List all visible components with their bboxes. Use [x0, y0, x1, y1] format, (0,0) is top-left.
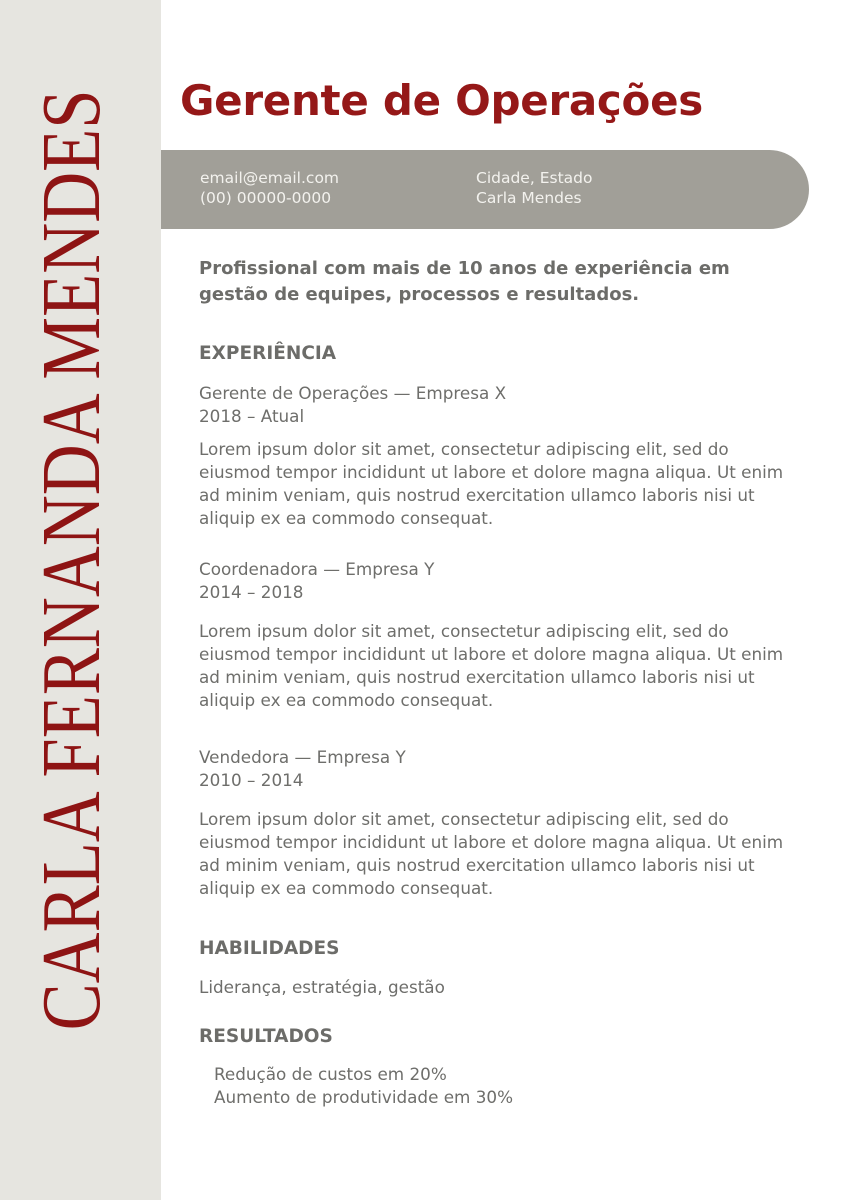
experience-heading: EXPERIÊNCIA	[199, 343, 337, 364]
vertical-name	[27, 80, 117, 1120]
job-period: 2010 – 2014	[199, 770, 304, 790]
skills-heading: HABILIDADES	[199, 938, 340, 959]
vertical-name-text: CARLA FERNANDA MENDES	[25, 89, 118, 1031]
job-period: 2018 – Atual	[199, 406, 305, 426]
job-period: 2014 – 2018	[199, 582, 304, 602]
job-description: Lorem ipsum dolor sit amet, consectetur adipiscing elit, sed do eiusmod tempor incididunt ut labore et dolore magna aliqua. Ut enim ad minim veniam, quis nostrud exercitation ullamco laboris nisi ut aliquip ex ea commodo consequat.	[199, 809, 784, 898]
result-item: Aumento de produtividade em 30%	[214, 1087, 514, 1107]
contact-column-left	[200, 168, 339, 208]
job-role: Vendedora — Empresa Y	[199, 747, 406, 767]
contact-column-right	[476, 168, 592, 208]
job-entry	[199, 558, 789, 712]
results-list	[214, 1063, 513, 1109]
job-role: Coordenadora — Empresa Y	[199, 559, 435, 579]
job-role: Gerente de Operações — Empresa X	[199, 383, 507, 403]
summary: Profissional com mais de 10 anos de experiência em gestão de equipes, processos e resultados.	[199, 258, 730, 305]
results-heading: RESULTADOS	[199, 1026, 333, 1047]
location-text: Cidade, Estado	[476, 169, 593, 187]
contact-band	[161, 150, 809, 229]
result-item: Redução de custos em 20%	[214, 1064, 447, 1084]
phone-text: (00) 00000-0000	[200, 189, 332, 207]
contact-name-text: Carla Mendes	[476, 189, 582, 207]
email-text: email@email.com	[200, 169, 340, 187]
job-description: Lorem ipsum dolor sit amet, consectetur adipiscing elit, sed do eiusmod tempor incididunt ut labore et dolore magna aliqua. Ut enim ad minim veniam, quis nostrud exercitation ullamco laboris nisi ut aliquip ex ea commodo consequat.	[199, 439, 784, 528]
page-title: Gerente de Operações	[180, 76, 703, 125]
job-entry	[199, 746, 789, 900]
job-entry	[199, 382, 789, 530]
job-description: Lorem ipsum dolor sit amet, consectetur adipiscing elit, sed do eiusmod tempor incididunt ut labore et dolore magna aliqua. Ut enim ad minim veniam, quis nostrud exercitation ullamco laboris nisi ut aliquip ex ea commodo consequat.	[199, 621, 784, 710]
skills-text: Liderança, estratégia, gestão	[199, 977, 445, 997]
